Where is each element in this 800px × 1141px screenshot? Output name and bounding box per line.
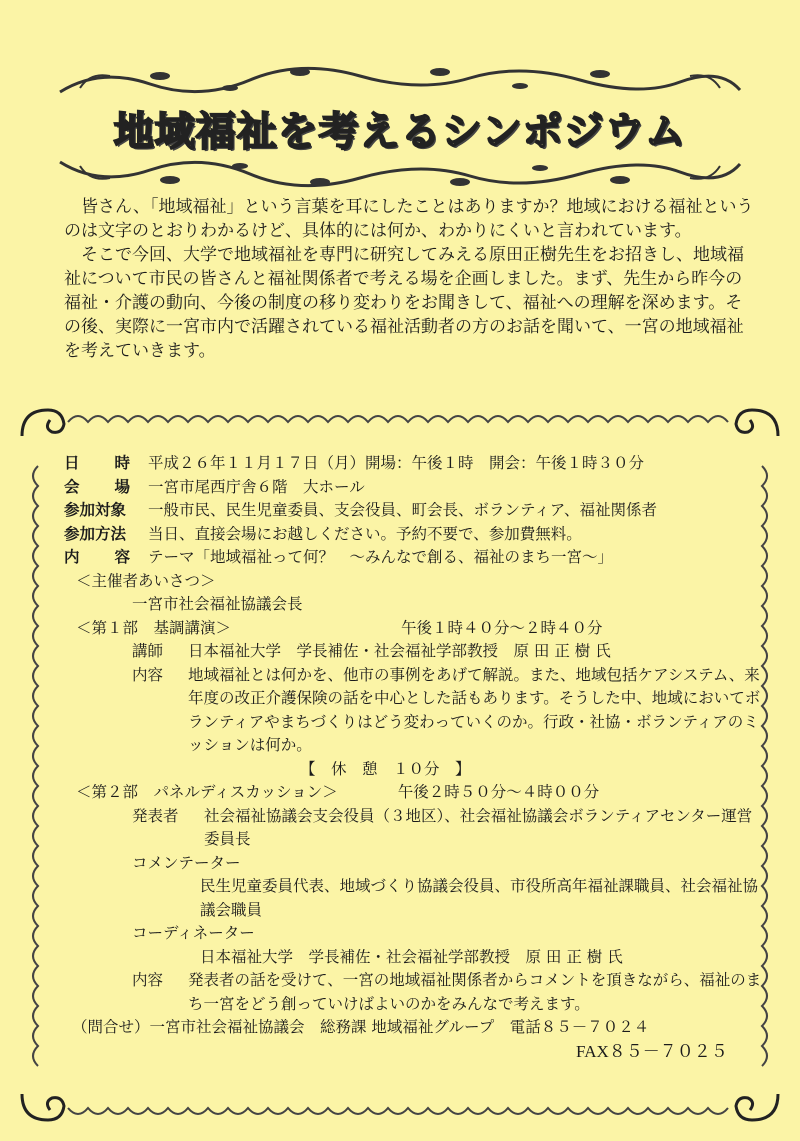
target-row	[64, 499, 764, 523]
part1-content: 地域福祉とは何かを、他市の事例をあげて解説。また、地域包括ケアシステム、来年度の改正介護保険の話を中心とした話もあります。そうした中、地域においてボランティアやまちづくりはどう変わっていくのか。行政・社協・ボランティアのミッションは何か。	[188, 665, 761, 754]
part2-header-row	[64, 781, 764, 805]
part2-content: 発表者の話を受けて、一宮の地域福祉関係者からコメントを頂きながら、福祉のまち一宮をどう創っていけばよいのかをみんなで考えます。	[188, 971, 762, 1013]
date-value: 平成２６年１１月１７日（月）開場：午後１時 開会：午後１時３０分	[148, 454, 645, 472]
venue-value: 一宮市尾西庁舎６階 大ホール	[148, 477, 365, 496]
break-notice: 【 休 憩 １０分 】	[300, 759, 471, 778]
part1-lecturer: 日本福祉大学 学長補佐・社会福祉学部教授 原 田 正 樹 氏	[188, 642, 611, 660]
method-label: 参加方法	[64, 524, 127, 543]
venue-label: 会場	[64, 477, 130, 496]
part2-content-label: 内容	[132, 971, 164, 989]
method-value: 当日、直接会場にお越しください。予約不要で、参加費無料。	[148, 524, 582, 543]
page-title: 地域福祉を考えるシンポジウム	[113, 109, 687, 155]
intro-paragraph-1: 皆さん、「地域福祉」という言葉を耳にしたことはありますか？地域における福祉というのは文字のとおりわかるけど、具体的には何か、わかりにくいと言われています。	[64, 197, 754, 241]
target-label: 参加対象	[64, 501, 127, 519]
part1-content-row	[64, 664, 764, 758]
venue-row	[64, 476, 764, 500]
contact-fax: FAX８５－７０２５	[576, 1041, 728, 1061]
presenters-row	[64, 805, 764, 852]
intro-section	[64, 195, 754, 363]
part1-lecturer-row	[64, 640, 764, 664]
bottom-vine-ornament	[40, 152, 760, 192]
date-label: 日時	[64, 454, 130, 472]
date-row	[64, 452, 764, 476]
presenters: 社会福祉協議会支会役員（３地区）、社会福祉協議会ボランティアセンター運営委員長	[204, 806, 753, 848]
coordinator-label: コーディネーター	[132, 924, 255, 942]
contact-line: （問合せ）一宮市社会福祉協議会 総務課 地域福祉グループ 電話８５－７０２４	[72, 1018, 650, 1036]
part1-content-label: 内容	[132, 665, 164, 684]
coordinator: 日本福祉大学 学長補佐・社会福祉学部教授 原 田 正 樹 氏	[200, 947, 623, 966]
part1-time: 午後１時４０分～２時４０分	[401, 618, 603, 637]
method-row	[64, 523, 764, 547]
intro-paragraph-2: そこで今回、大学で地域福祉を専門に研究してみえる原田正樹先生をお招きし、地域福祉について市民の皆さんと福祉関係者で考える場を企画しました。まず、先生から昨今の福祉・介護の動向、今後の制度の移り変わりをお聞きして、福祉への理解を深めます。その後、実際に一宮市内で活躍されている福祉活動者の方のお話を聞いて、一宮の地域福祉を考えていきます。	[64, 245, 744, 361]
presenters-label: 発表者	[132, 806, 179, 825]
part2-time: 午後２時５０分～４時００分	[397, 783, 600, 801]
event-details	[64, 452, 764, 1063]
target-value: 一般市民、民生児童委員、支会役員、町会長、ボランティア、福祉関係者	[148, 501, 658, 519]
part1-lecturer-label: 講師	[132, 642, 164, 660]
commentators: 民生児童委員代表、地域づくり協議会役員、市役所高年福祉課職員、社会福祉協議会職員	[200, 877, 759, 919]
content-label: 内容	[64, 548, 130, 566]
greeting-speaker: 一宮市社会福祉協議会長	[132, 595, 303, 613]
part2-content-row	[64, 969, 764, 1016]
title-banner	[40, 62, 760, 197]
commentators-label: コメンテーター	[132, 853, 241, 872]
content-value: テーマ「地域福祉って何？ ～みんなで創る、福祉のまち一宮～」	[148, 548, 614, 566]
part1-header: ＜第１部 基調講演＞	[76, 618, 232, 637]
part2-header: ＜第２部 パネルディスカッション＞	[76, 783, 338, 801]
content-row	[64, 546, 764, 570]
top-vine-ornament	[40, 62, 760, 102]
greeting-header: ＜主催者あいさつ＞	[76, 571, 216, 590]
part1-header-row	[64, 617, 764, 641]
